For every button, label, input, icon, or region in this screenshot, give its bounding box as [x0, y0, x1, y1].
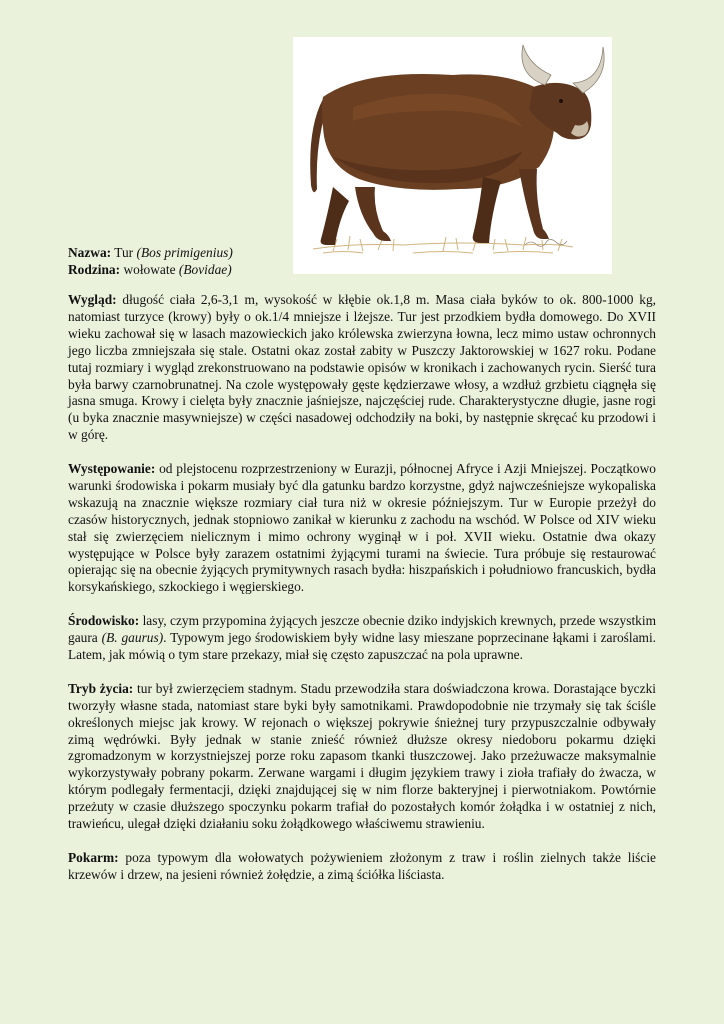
- section-text: lasy, czym przypomina żyjących jeszcze obecnie dziko indyjskich krewnych, przede wszystkim gaura: [68, 613, 656, 646]
- section-text: długość ciała 2,6-3,1 m, wysokość w kłębie ok.1,8 m. Masa ciała byków to ok. 800-1000 kg, natomiast turzyce (krowy) były o ok.1/4 mniejsze i lżejsze. Tur jest przodkiem bydła domowego. Do XVII wieku zachował się w lasach mazowieckich jako królewska zwierzyna łowna, lecz mimo ustaw ochronnych jego liczba zmniejszała się stale. Ostatni okaz został zabity w Puszczy Jaktorowskiej w 1627 roku. Podane tutaj rozmiary i wygląd zrekonstruowano na podstawie opisów w kronikach i zachowanych rycin. Sierść tura była barwy czarnobrunatnej. Na czole występowały gęste kędzierzawe włosy, a wzdłuż grzbietu ciągnęła się jasna smuga. Krowy i cielęta były znacznie jaśniejsze, najczęściej rude. Charakterystyczne długie, jasne rogi (u byka znacznie masywniejsze) w części nasadowej odchodziły na boki, by następnie skręcać ku przodowi i w górę.: [68, 292, 656, 443]
- document-body: [68, 292, 656, 901]
- species-header: [68, 244, 288, 278]
- name-latin: (Bos primigenius): [136, 245, 233, 260]
- section-text: poza typowym dla wołowatych pożywieniem złożonym z traw i roślin zielnych także liście krzewów i drzew, na jesieni również żołędzie, a zimą ściółka liściasta.: [68, 849, 656, 882]
- family-line: [68, 261, 288, 278]
- section-label: Środowisko:: [68, 613, 140, 629]
- name-label: Nazwa:: [68, 245, 112, 260]
- section-text: tur był zwierzęciem stadnym. Stadu przewodziła stara doświadczona krowa. Dorastające byczki tworzyły własne stada, natomiast stare byki były samotnikami. Prawdopodobnie nie trzymały się tak ściśle określonych miejsc jak krowy. W rejonach o większej pokrywie śnieżnej tury przypuszczalnie odbywały zimą wędrówki. Były jednak w stanie znieść również dłuższe okresy niedoboru pokarmu dzięki zgromadzonym w korzystniejszej porze roku zapasom tkanki tłuszczowej. Jako przeżuwacze maksymalnie wykorzystywały pobrany pokarm. Zerwane wargami i długim językiem trawy i zioła trafiały do żwacza, w którym podlegały fermentacji, dzięki znajdującej się w nim florze bakteryjnej i pierwotniakom. Powtórnie przeżuty w czasie dłuższego spoczynku pokarm trafiał do pozostałych komór żołądka i w ostatniej z nich, trawieńcu, ulegał dzięki działaniu soku żołądkowego właściwemu strawieniu.: [68, 680, 656, 832]
- name-line: [68, 244, 288, 261]
- section-label: Występowanie:: [68, 461, 156, 477]
- section-label: Pokarm:: [68, 849, 119, 865]
- family-value: wołowate: [123, 262, 176, 277]
- section-appearance: [68, 292, 656, 444]
- section-text: . Typowym jego środowiskiem były widne lasy mieszane poprzecinane łąkami i zaroślami. Latem, jak mówią o tym stare przekazy, miał się często zapuszczać na pola uprawne.: [68, 630, 657, 662]
- section-latin: (B. gaurus): [101, 630, 164, 646]
- name-value: Tur: [114, 245, 134, 260]
- section-lifestyle: [68, 681, 656, 833]
- section-text: od plejstocenu rozprzestrzeniony w Eurazji, północnej Afryce i Azji Mniejszej. Początkowo warunki środowiska i pokarm musiały być dla gatunku bardzo korzystne, gdyż najwcześniejsze wykopaliska wskazują na znacznie większe rozmiary ciał tura niż w okresie późniejszym. Tur w Europie przeżył do czasów historycznych, jednak stopniowo zanikał w kierunku z zachodu na wschód. W Polsce od XIV wieku stał się zwierzęciem nielicznym i mimo ochrony wyginął w i poł. XVII wieku. Ostatnie dwa okazy występujące w Polsce były zarazem ostatnimi żyjącymi turami na świecie. Tura próbuje się restaurować opierając się na obecnie żyjących prymitywnych rasach bydła: hiszpańskich i południowo francuskich, bydła korsykańskiego, szkockiego i węgierskiego.: [68, 461, 656, 595]
- section-food: [68, 850, 656, 884]
- section-occurrence: [68, 461, 656, 596]
- aurochs-illustration-icon: [293, 37, 612, 274]
- section-habitat: [68, 613, 656, 664]
- section-label: Wygląd:: [68, 292, 117, 307]
- family-label: Rodzina:: [68, 262, 121, 277]
- section-label: Tryb życia:: [68, 680, 134, 696]
- family-latin: (Bovidae): [178, 262, 232, 277]
